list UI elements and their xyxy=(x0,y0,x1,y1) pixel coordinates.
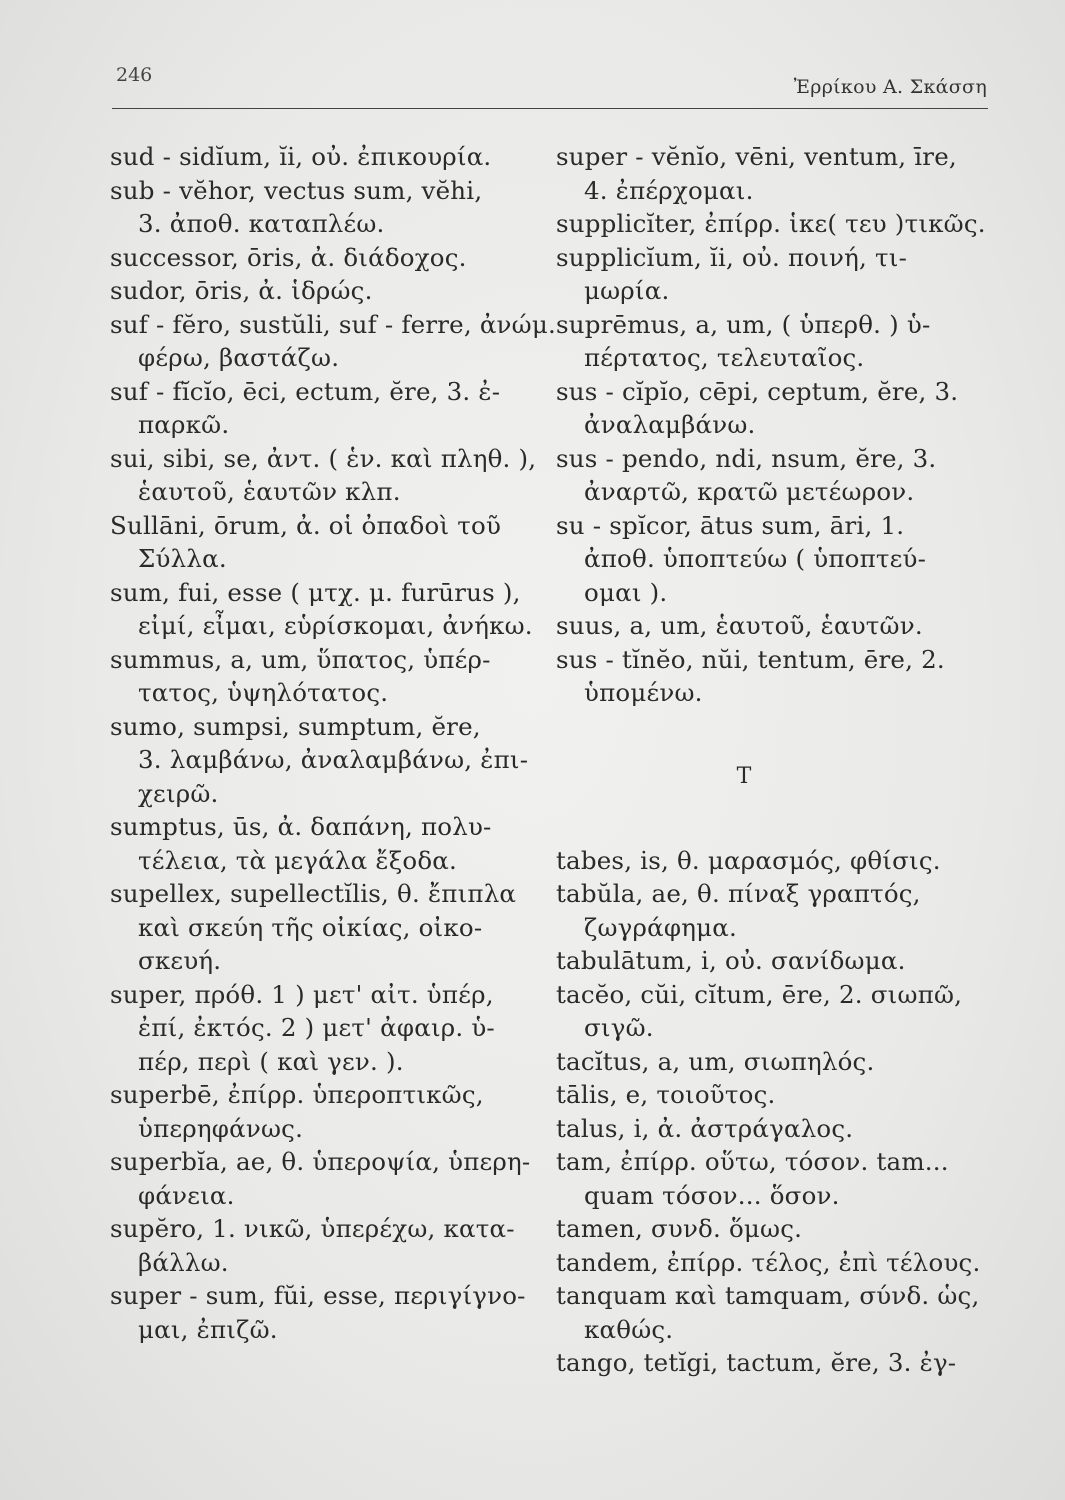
entry-headword-line: superbĭa, ae, θ. ὑπεροψία, ὑπερη- xyxy=(110,1147,531,1176)
entry-headword-line: Sullāni, ōrum, ἀ. οἱ ὀπαδοὶ τοῦ xyxy=(110,510,502,540)
entry-headword-line: suprēmus, a, um, ( ὑπερθ. ) ὑ- xyxy=(556,309,931,339)
entry-continuation-line: καθώς. xyxy=(584,1314,674,1344)
entry-continuation-line: πέρ, περὶ ( καὶ γεν. ). xyxy=(138,1046,404,1076)
entry-headword-line: super, πρόθ. 1 ) μετ' αἰτ. ὑπέρ, xyxy=(110,979,494,1009)
right-column-bottom-entries xyxy=(556,844,992,1380)
entry-headword-line: tacĭtus, a, um, σιωπηλός. xyxy=(556,1046,875,1076)
entry-continuation-line: εἰμί, εἶμαι, εὑρίσκομαι, ἀνήκω. xyxy=(138,611,533,640)
entry-continuation-line: ομαι ). xyxy=(584,577,668,607)
entry-continuation-line: ἀναρτῶ, κρατῶ μετέωρον. xyxy=(584,477,915,506)
running-head: Ἐρρίκου Α. Σκάσση xyxy=(793,76,987,98)
entry-headword-line: supplicĭter, ἐπίρρ. ἱκε( τευ )τικῶς. xyxy=(556,209,986,238)
entry-headword-line: tacĕo, cŭi, cĭtum, ēre, 2. σιωπῶ, xyxy=(556,979,963,1009)
entry-headword-line: tabŭla, ae, θ. πίναξ γραπτός, xyxy=(556,879,921,908)
entry-continuation-line: ἑαυτοῦ, ἑαυτῶν κλπ. xyxy=(138,477,401,506)
entry-headword-line: super - vĕnĭo, vēni, ventum, īre, xyxy=(556,142,957,171)
entry-headword-line: sudor, ōris, ἀ. ἱδρώς. xyxy=(110,276,373,305)
entry-headword-line: tamen, συνδ. ὅμως. xyxy=(556,1214,803,1243)
entry-headword-line: tālis, e, τοιοῦτος. xyxy=(556,1080,776,1109)
entry-continuation-line: 3. ἀποθ. καταπλέω. xyxy=(138,209,385,238)
entry-continuation-line: φέρω, βαστάζω. xyxy=(138,343,340,372)
entry-headword-line: sumptus, ūs, ἀ. δαπάνη, πολυ- xyxy=(110,812,492,841)
entry-continuation-line: ἐπί, ἐκτός. 2 ) μετ' ἀφαιρ. ὑ- xyxy=(138,1013,495,1042)
entry-continuation-line: τέλεια, τὰ μεγάλα ἔξοδα. xyxy=(138,845,458,875)
entry-headword-line: supellex, supellectĭlis, θ. ἔπιπλα xyxy=(110,879,517,908)
entry-continuation-line: ὑπομένω. xyxy=(584,678,703,707)
entry-headword-line: sui, sibi, se, ἀντ. ( ἑν. καὶ πληθ. ), xyxy=(110,443,537,473)
entry-headword-line: suus, a, um, ἑαυτοῦ, ἑαυτῶν. xyxy=(556,611,923,640)
entry-headword-line: talus, i, ἀ. ἀστράγαλος. xyxy=(556,1113,854,1143)
entry-headword-line: successor, ōris, ἀ. διάδοχος. xyxy=(110,242,467,272)
entry-headword-line: tandem, ἐπίρρ. τέλος, ἐπὶ τέλους. xyxy=(556,1247,981,1277)
entry-continuation-line: ἀναλαμβάνω. xyxy=(584,410,756,439)
entry-continuation-line: καὶ σκεύη τῆς οἰκίας, οἰκο- xyxy=(138,912,483,942)
entry-headword-line: sud - sidĭum, ĭi, οὐ. ἐπικουρία. xyxy=(110,142,492,171)
entry-continuation-line: quam τόσον... ὅσον. xyxy=(584,1180,840,1210)
entry-headword-line: tam, ἐπίρρ. οὕτω, τόσον. tam... xyxy=(556,1147,949,1176)
entry-continuation-line: μαι, ἐπιζῶ. xyxy=(138,1314,278,1344)
entry-headword-line: supplicĭum, ĭi, οὐ. ποινή, τι- xyxy=(556,242,908,272)
entry-headword-line: sus - tĭnĕo, nŭi, tentum, ēre, 2. xyxy=(556,644,945,674)
entry-headword-line: suf - fĭcĭo, ēci, ectum, ĕre, 3. ἐ- xyxy=(110,376,501,406)
entry-continuation-line: παρκῶ. xyxy=(138,410,230,439)
entry-continuation-line: ζωγράφημα. xyxy=(584,912,737,942)
right-column-top-entries xyxy=(556,140,992,710)
page-number: 246 xyxy=(116,64,153,86)
entry-continuation-line: μωρία. xyxy=(584,276,670,305)
entry-headword-line: suf - fĕro, sustŭli, suf - ferre, ἀνώμ. xyxy=(110,309,556,339)
entry-headword-line: tango, tetĭgi, tactum, ĕre, 3. ἐγ- xyxy=(556,1348,957,1377)
entry-continuation-line: 3. λαμβάνω, ἀναλαμβάνω, ἐπι- xyxy=(138,745,529,774)
entry-continuation-line: πέρτατος, τελευταῖος. xyxy=(584,343,865,372)
entry-headword-line: su - spĭcor, ātus sum, āri, 1. xyxy=(556,510,905,540)
entry-continuation-line: ἀποθ. ὑποπτεύω ( ὑποπτεύ- xyxy=(584,544,927,573)
entry-headword-line: sus - cĭpĭo, cēpi, ceptum, ĕre, 3. xyxy=(556,376,959,406)
entry-headword-line: tanquam καὶ tamquam, σύνδ. ὡς, xyxy=(556,1281,980,1310)
entry-continuation-line: φάνεια. xyxy=(138,1180,235,1210)
entry-continuation-line: τατος, ὑψηλότατος. xyxy=(138,678,389,707)
entry-headword-line: tabulātum, i, οὐ. σανίδωμα. xyxy=(556,946,906,975)
entry-headword-line: sumo, sumpsi, sumptum, ĕre, xyxy=(110,711,481,741)
entry-headword-line: sum, fui, esse ( μτχ. μ. furūrus ), xyxy=(110,577,521,607)
entry-continuation-line: σιγῶ. xyxy=(584,1013,654,1042)
section-letter-heading: T xyxy=(736,763,752,789)
entry-headword-line: sub - vĕhor, vectus sum, vĕhi, xyxy=(110,175,483,205)
entry-headword-line: super - sum, fŭi, esse, περιγίγνο- xyxy=(110,1281,526,1310)
entry-headword-line: supĕro, 1. νικῶ, ὑπερέχω, κατα- xyxy=(110,1214,515,1243)
entry-headword-line: summus, a, um, ὕπατος, ὑπέρ- xyxy=(110,644,491,674)
header-rule xyxy=(112,108,988,109)
right-column xyxy=(556,140,992,1380)
entry-continuation-line: χειρῶ. xyxy=(138,778,219,808)
entry-continuation-line: ὑπερηφάνως. xyxy=(138,1113,304,1143)
entry-headword-line: superbē, ἐπίρρ. ὑπεροπτικῶς, xyxy=(110,1080,484,1109)
left-column xyxy=(110,140,556,1346)
entry-continuation-line: βάλλω. xyxy=(138,1247,229,1277)
entry-headword-line: sus - pendo, ndi, nsum, ĕre, 3. xyxy=(556,443,937,473)
entry-continuation-line: σκευή. xyxy=(138,946,222,975)
entry-headword-line: tabes, is, θ. μαρασμός, φθίσις. xyxy=(556,845,941,875)
entry-continuation-line: 4. ἐπέρχομαι. xyxy=(584,175,754,205)
entry-continuation-line: Σύλλα. xyxy=(138,544,227,573)
